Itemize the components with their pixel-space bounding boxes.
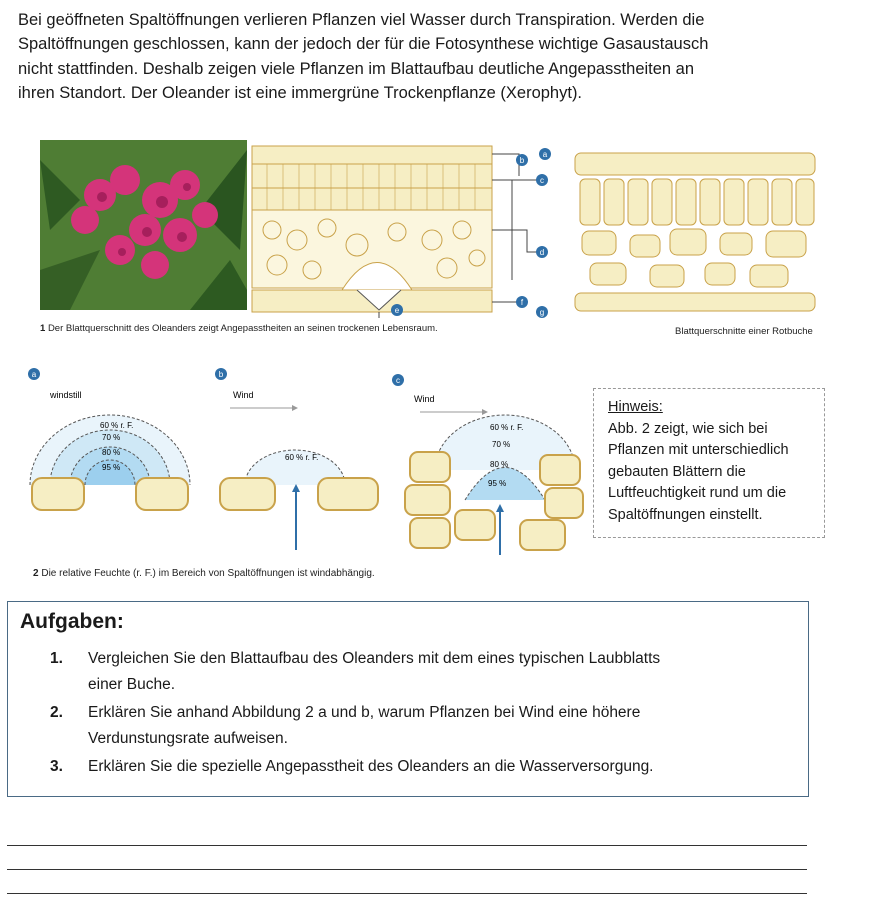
- marker-b: b: [519, 156, 525, 165]
- answer-line[interactable]: [7, 845, 807, 846]
- panel-c-level-60: 60 % r. F.: [490, 423, 524, 432]
- task-line: Verdunstungsrate aufweisen.: [88, 730, 288, 747]
- oleander-photo: [40, 140, 247, 310]
- beech-caption: Blattquerschnitte einer Rotbuche: [675, 326, 813, 337]
- figure-2: [0, 360, 600, 590]
- intro-line: ihren Standort. Der Oleander ist eine immergrüne Trockenpflanze (Xerophyt).: [18, 83, 583, 102]
- panel-a-level-95: 95 %: [102, 463, 121, 472]
- hint-heading: Hinweis:: [608, 399, 663, 415]
- oleander-flower-illustration: [40, 140, 247, 310]
- answer-line[interactable]: [7, 893, 807, 894]
- intro-text: [18, 8, 863, 105]
- panel-a-marker: a: [31, 370, 37, 379]
- tasks-box: [7, 601, 809, 797]
- panel-c-level-95: 95 %: [488, 479, 507, 488]
- task-line: Erklären Sie die spezielle Angepasstheit des Oleanders an die Wasserversorgung.: [88, 758, 654, 775]
- panel-c-label: Wind: [414, 394, 435, 404]
- task-number: 3.: [50, 758, 63, 775]
- task-line: Erklären Sie anhand Abbildung 2 a und b, warum Pflanzen bei Wind eine höhere: [88, 704, 641, 721]
- task-item: [50, 754, 790, 780]
- hint-line: Pflanzen mit unterschiedlich: [608, 442, 789, 459]
- panel-c-marker: c: [396, 376, 400, 385]
- panel-c-level-80: 80 %: [490, 460, 509, 469]
- marker-a: a: [542, 150, 548, 159]
- marker-e: e: [394, 306, 400, 315]
- marker-g: g: [539, 308, 545, 317]
- hint-line: gebauten Blättern die: [608, 463, 746, 480]
- marker-d: d: [539, 248, 545, 257]
- figure-1-caption-text: Der Blattquerschnitt des Oleanders zeigt Angepasstheiten an seinen trockenen Lebensraum.: [47, 323, 438, 334]
- panel-b-marker: b: [218, 370, 224, 379]
- hint-line: Abb. 2 zeigt, wie sich bei: [608, 420, 768, 437]
- task-line: Vergleichen Sie den Blattaufbau des Oleanders mit dem eines typischen Laubblatts: [88, 650, 661, 667]
- task-item: [50, 700, 790, 752]
- tasks-list: [50, 646, 790, 780]
- task-number: 2.: [50, 704, 63, 721]
- figure-2-caption: [33, 568, 375, 579]
- marker-f: f: [520, 298, 524, 307]
- hint-box: [593, 388, 825, 538]
- task-item: [50, 646, 790, 698]
- figure-1: [0, 140, 878, 340]
- intro-line: nicht stattfinden. Deshalb zeigen viele Pflanzen im Blattaufbau deutliche Angepasstheiten an: [18, 59, 695, 78]
- beech-cross-section: [570, 145, 830, 325]
- marker-c: c: [540, 176, 544, 185]
- figure-2-caption-text: Die relative Feuchte (r. F.) im Bereich von Spaltöffnungen ist windabhängig.: [41, 568, 375, 579]
- intro-line: Bei geöffneten Spaltöffnungen verlieren Pflanzen viel Wasser durch Transpiration. Werden die: [18, 11, 705, 29]
- panel-b-label: Wind: [233, 390, 254, 400]
- panel-a-level-80: 80 %: [102, 448, 121, 457]
- panel-b-level-60: 60 % r. F.: [285, 453, 319, 462]
- figure-1-caption: [40, 323, 438, 334]
- panel-c-level-70: 70 %: [492, 440, 511, 449]
- figure-1-number: 1: [40, 323, 46, 334]
- panel-a-level-60: 60 % r. F.: [100, 421, 134, 430]
- humidity-diagrams: [0, 360, 600, 575]
- task-line: einer Buche.: [88, 676, 176, 693]
- hint-line: Spaltöffnungen einstellt.: [608, 506, 763, 523]
- task-number: 1.: [50, 650, 63, 667]
- panel-a-level-70: 70 %: [102, 433, 121, 442]
- tasks-heading: Aufgaben:: [20, 610, 124, 633]
- panel-a-label: windstill: [50, 390, 82, 400]
- figure-2-number: 2: [33, 568, 39, 579]
- hint-line: Luftfeuchtigkeit rund um die: [608, 485, 787, 502]
- intro-line: Spaltöffnungen geschlossen, kann der jedoch der für die Fotosynthese wichtige Gasaustausch: [18, 35, 709, 54]
- answer-line[interactable]: [7, 869, 807, 870]
